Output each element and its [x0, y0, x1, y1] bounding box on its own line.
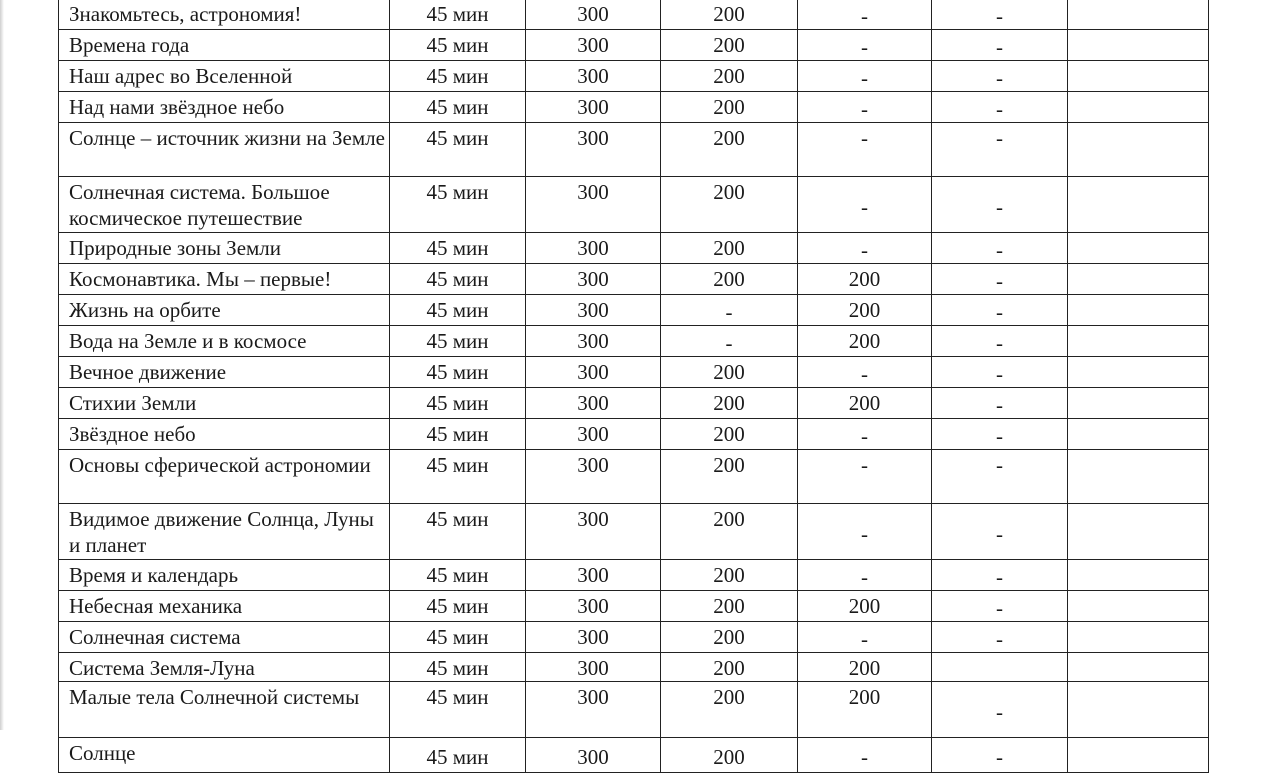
duration-cell: 45 мин [390, 388, 526, 419]
price-cell-col4: - [661, 326, 798, 357]
empty-cell-col7 [1068, 326, 1209, 357]
price-cell-col4: 200 [661, 450, 798, 504]
price-cell-col5: 200 [798, 326, 932, 357]
program-name-cell: Основы сферической астрономии [59, 450, 390, 504]
program-name-cell: Космонавтика. Мы – первые! [59, 264, 390, 295]
price-cell-col5: - [798, 560, 932, 591]
program-name-cell: Видимое движение Солнца, Луны и планет [59, 504, 390, 560]
duration-cell: 45 мин [390, 504, 526, 560]
duration-cell: 45 мин [390, 61, 526, 92]
table-row [59, 504, 1209, 560]
price-cell-col6: - [932, 92, 1068, 123]
price-cell-col5: - [798, 123, 932, 177]
price-cell-col3: 300 [526, 504, 661, 560]
price-cell-col5: - [798, 233, 932, 264]
price-cell-col4: 200 [661, 504, 798, 560]
price-cell-col6: - [932, 123, 1068, 177]
price-cell-col3: 300 [526, 653, 661, 682]
price-cell-col5: - [798, 0, 932, 30]
price-cell-col3: 300 [526, 61, 661, 92]
price-cell-col4: 200 [661, 0, 798, 30]
table-row [59, 326, 1209, 357]
price-cell-col3: 300 [526, 92, 661, 123]
price-cell-col5: - [798, 738, 932, 773]
price-cell-col3: 300 [526, 560, 661, 591]
duration-cell: 45 мин [390, 357, 526, 388]
program-price-table [58, 0, 1209, 773]
empty-cell-col7 [1068, 450, 1209, 504]
program-name-cell: Система Земля-Луна [59, 653, 390, 682]
empty-cell-col7 [1068, 295, 1209, 326]
program-name-cell: Стихии Земли [59, 388, 390, 419]
price-cell-col6: - [932, 419, 1068, 450]
program-name-cell: Солнце [59, 738, 390, 773]
duration-cell: 45 мин [390, 419, 526, 450]
duration-cell: 45 мин [390, 450, 526, 504]
price-cell-col4: 200 [661, 92, 798, 123]
empty-cell-col7 [1068, 357, 1209, 388]
table-body [59, 0, 1209, 773]
program-name-cell: Вода на Земле и в космосе [59, 326, 390, 357]
price-cell-col5: 200 [798, 591, 932, 622]
price-cell-col4: 200 [661, 388, 798, 419]
price-cell-col5: - [798, 357, 932, 388]
price-cell-col3: 300 [526, 682, 661, 738]
program-name-cell: Звёздное небо [59, 419, 390, 450]
empty-cell-col7 [1068, 622, 1209, 653]
price-cell-col3: 300 [526, 388, 661, 419]
price-cell-col6: - [932, 450, 1068, 504]
program-name-cell: Над нами звёздное небо [59, 92, 390, 123]
duration-cell: 45 мин [390, 30, 526, 61]
price-cell-col6: - [932, 357, 1068, 388]
table-row [59, 295, 1209, 326]
empty-cell-col7 [1068, 653, 1209, 682]
price-cell-col3: 300 [526, 357, 661, 388]
empty-cell-col7 [1068, 419, 1209, 450]
price-cell-col5: 200 [798, 388, 932, 419]
price-cell-col4: - [661, 295, 798, 326]
empty-cell-col7 [1068, 560, 1209, 591]
price-cell-col3: 300 [526, 123, 661, 177]
table-row [59, 61, 1209, 92]
table-row [59, 622, 1209, 653]
price-cell-col3: 300 [526, 0, 661, 30]
price-cell-col4: 200 [661, 591, 798, 622]
price-cell-col3: 300 [526, 264, 661, 295]
duration-cell: 45 мин [390, 560, 526, 591]
table-row [59, 653, 1209, 682]
price-cell-col4: 200 [661, 264, 798, 295]
program-name-cell: Наш адрес во Вселенной [59, 61, 390, 92]
table-row [59, 233, 1209, 264]
duration-cell: 45 мин [390, 123, 526, 177]
empty-cell-col7 [1068, 504, 1209, 560]
price-cell-col6: - [932, 61, 1068, 92]
price-cell-col3: 300 [526, 622, 661, 653]
table-row [59, 177, 1209, 233]
program-name-cell: Природные зоны Земли [59, 233, 390, 264]
table-row [59, 264, 1209, 295]
price-cell-col3: 300 [526, 738, 661, 773]
price-cell-col3: 300 [526, 326, 661, 357]
price-cell-col3: 300 [526, 177, 661, 233]
empty-cell-col7 [1068, 591, 1209, 622]
empty-cell-col7 [1068, 682, 1209, 738]
program-name-cell: Солнце – источник жизни на Земле [59, 123, 390, 177]
program-name-cell: Знакомьтесь, астрономия! [59, 0, 390, 30]
table-row [59, 0, 1209, 30]
empty-cell-col7 [1068, 123, 1209, 177]
table-row [59, 388, 1209, 419]
price-cell-col5: - [798, 419, 932, 450]
empty-cell-col7 [1068, 30, 1209, 61]
price-cell-col3: 300 [526, 419, 661, 450]
price-cell-col5: - [798, 177, 932, 233]
price-cell-col6: - [932, 622, 1068, 653]
duration-cell: 45 мин [390, 0, 526, 30]
price-cell-col3: 300 [526, 30, 661, 61]
empty-cell-col7 [1068, 92, 1209, 123]
price-cell-col4: 200 [661, 653, 798, 682]
price-cell-col6: - [932, 326, 1068, 357]
price-cell-col3: 300 [526, 591, 661, 622]
duration-cell: 45 мин [390, 326, 526, 357]
program-name-cell: Солнечная система. Большое космическое путешествие [59, 177, 390, 233]
price-cell-col4: 200 [661, 357, 798, 388]
table-row [59, 123, 1209, 177]
price-cell-col6: - [932, 177, 1068, 233]
price-cell-col4: 200 [661, 123, 798, 177]
price-cell-col5: 200 [798, 264, 932, 295]
price-cell-col6: - [932, 30, 1068, 61]
price-cell-col5: - [798, 92, 932, 123]
duration-cell: 45 мин [390, 622, 526, 653]
empty-cell-col7 [1068, 738, 1209, 773]
scan-edge-shadow [0, 0, 4, 730]
price-cell-col6: - [932, 682, 1068, 738]
duration-cell: 45 мин [390, 264, 526, 295]
price-cell-col5: - [798, 504, 932, 560]
empty-cell-col7 [1068, 388, 1209, 419]
price-cell-col4: 200 [661, 177, 798, 233]
price-cell-col6: - [932, 504, 1068, 560]
price-cell-col6: - [932, 264, 1068, 295]
price-cell-col4: 200 [661, 61, 798, 92]
program-name-cell: Время и календарь [59, 560, 390, 591]
table-row [59, 450, 1209, 504]
duration-cell: 45 мин [390, 653, 526, 682]
price-cell-col6: - [932, 0, 1068, 30]
table-row [59, 92, 1209, 123]
price-cell-col4: 200 [661, 682, 798, 738]
price-cell-col6: - [932, 738, 1068, 773]
duration-cell: 45 мин [390, 233, 526, 264]
price-cell-col6: - [932, 560, 1068, 591]
table-row [59, 560, 1209, 591]
price-cell-col6: - [932, 388, 1068, 419]
table-row [59, 357, 1209, 388]
price-cell-col5: 200 [798, 653, 932, 682]
table-row [59, 682, 1209, 738]
price-cell-col5: 200 [798, 295, 932, 326]
table-row [59, 738, 1209, 773]
empty-cell-col7 [1068, 264, 1209, 295]
duration-cell: 45 мин [390, 591, 526, 622]
empty-cell-col7 [1068, 0, 1209, 30]
table-row [59, 419, 1209, 450]
empty-cell-col7 [1068, 177, 1209, 233]
table-row [59, 30, 1209, 61]
program-name-cell: Времена года [59, 30, 390, 61]
price-cell-col3: 300 [526, 450, 661, 504]
price-cell-col6 [932, 653, 1068, 682]
program-name-cell: Солнечная система [59, 622, 390, 653]
price-cell-col6: - [932, 591, 1068, 622]
price-cell-col4: 200 [661, 30, 798, 61]
price-cell-col4: 200 [661, 419, 798, 450]
price-cell-col4: 200 [661, 738, 798, 773]
duration-cell: 45 мин [390, 682, 526, 738]
duration-cell: 45 мин [390, 295, 526, 326]
price-cell-col3: 300 [526, 295, 661, 326]
price-cell-col4: 200 [661, 622, 798, 653]
price-cell-col5: - [798, 450, 932, 504]
program-name-cell: Вечное движение [59, 357, 390, 388]
price-cell-col4: 200 [661, 560, 798, 591]
duration-cell: 45 мин [390, 92, 526, 123]
price-cell-col6: - [932, 295, 1068, 326]
empty-cell-col7 [1068, 61, 1209, 92]
price-cell-col3: 300 [526, 233, 661, 264]
price-cell-col5: - [798, 30, 932, 61]
table-row [59, 591, 1209, 622]
price-cell-col5: 200 [798, 682, 932, 738]
price-cell-col5: - [798, 622, 932, 653]
price-cell-col6: - [932, 233, 1068, 264]
duration-cell: 45 мин [390, 177, 526, 233]
price-cell-col4: 200 [661, 233, 798, 264]
program-name-cell: Жизнь на орбите [59, 295, 390, 326]
duration-cell: 45 мин [390, 738, 526, 773]
program-name-cell: Небесная механика [59, 591, 390, 622]
empty-cell-col7 [1068, 233, 1209, 264]
price-cell-col5: - [798, 61, 932, 92]
program-name-cell: Малые тела Солнечной системы [59, 682, 390, 738]
